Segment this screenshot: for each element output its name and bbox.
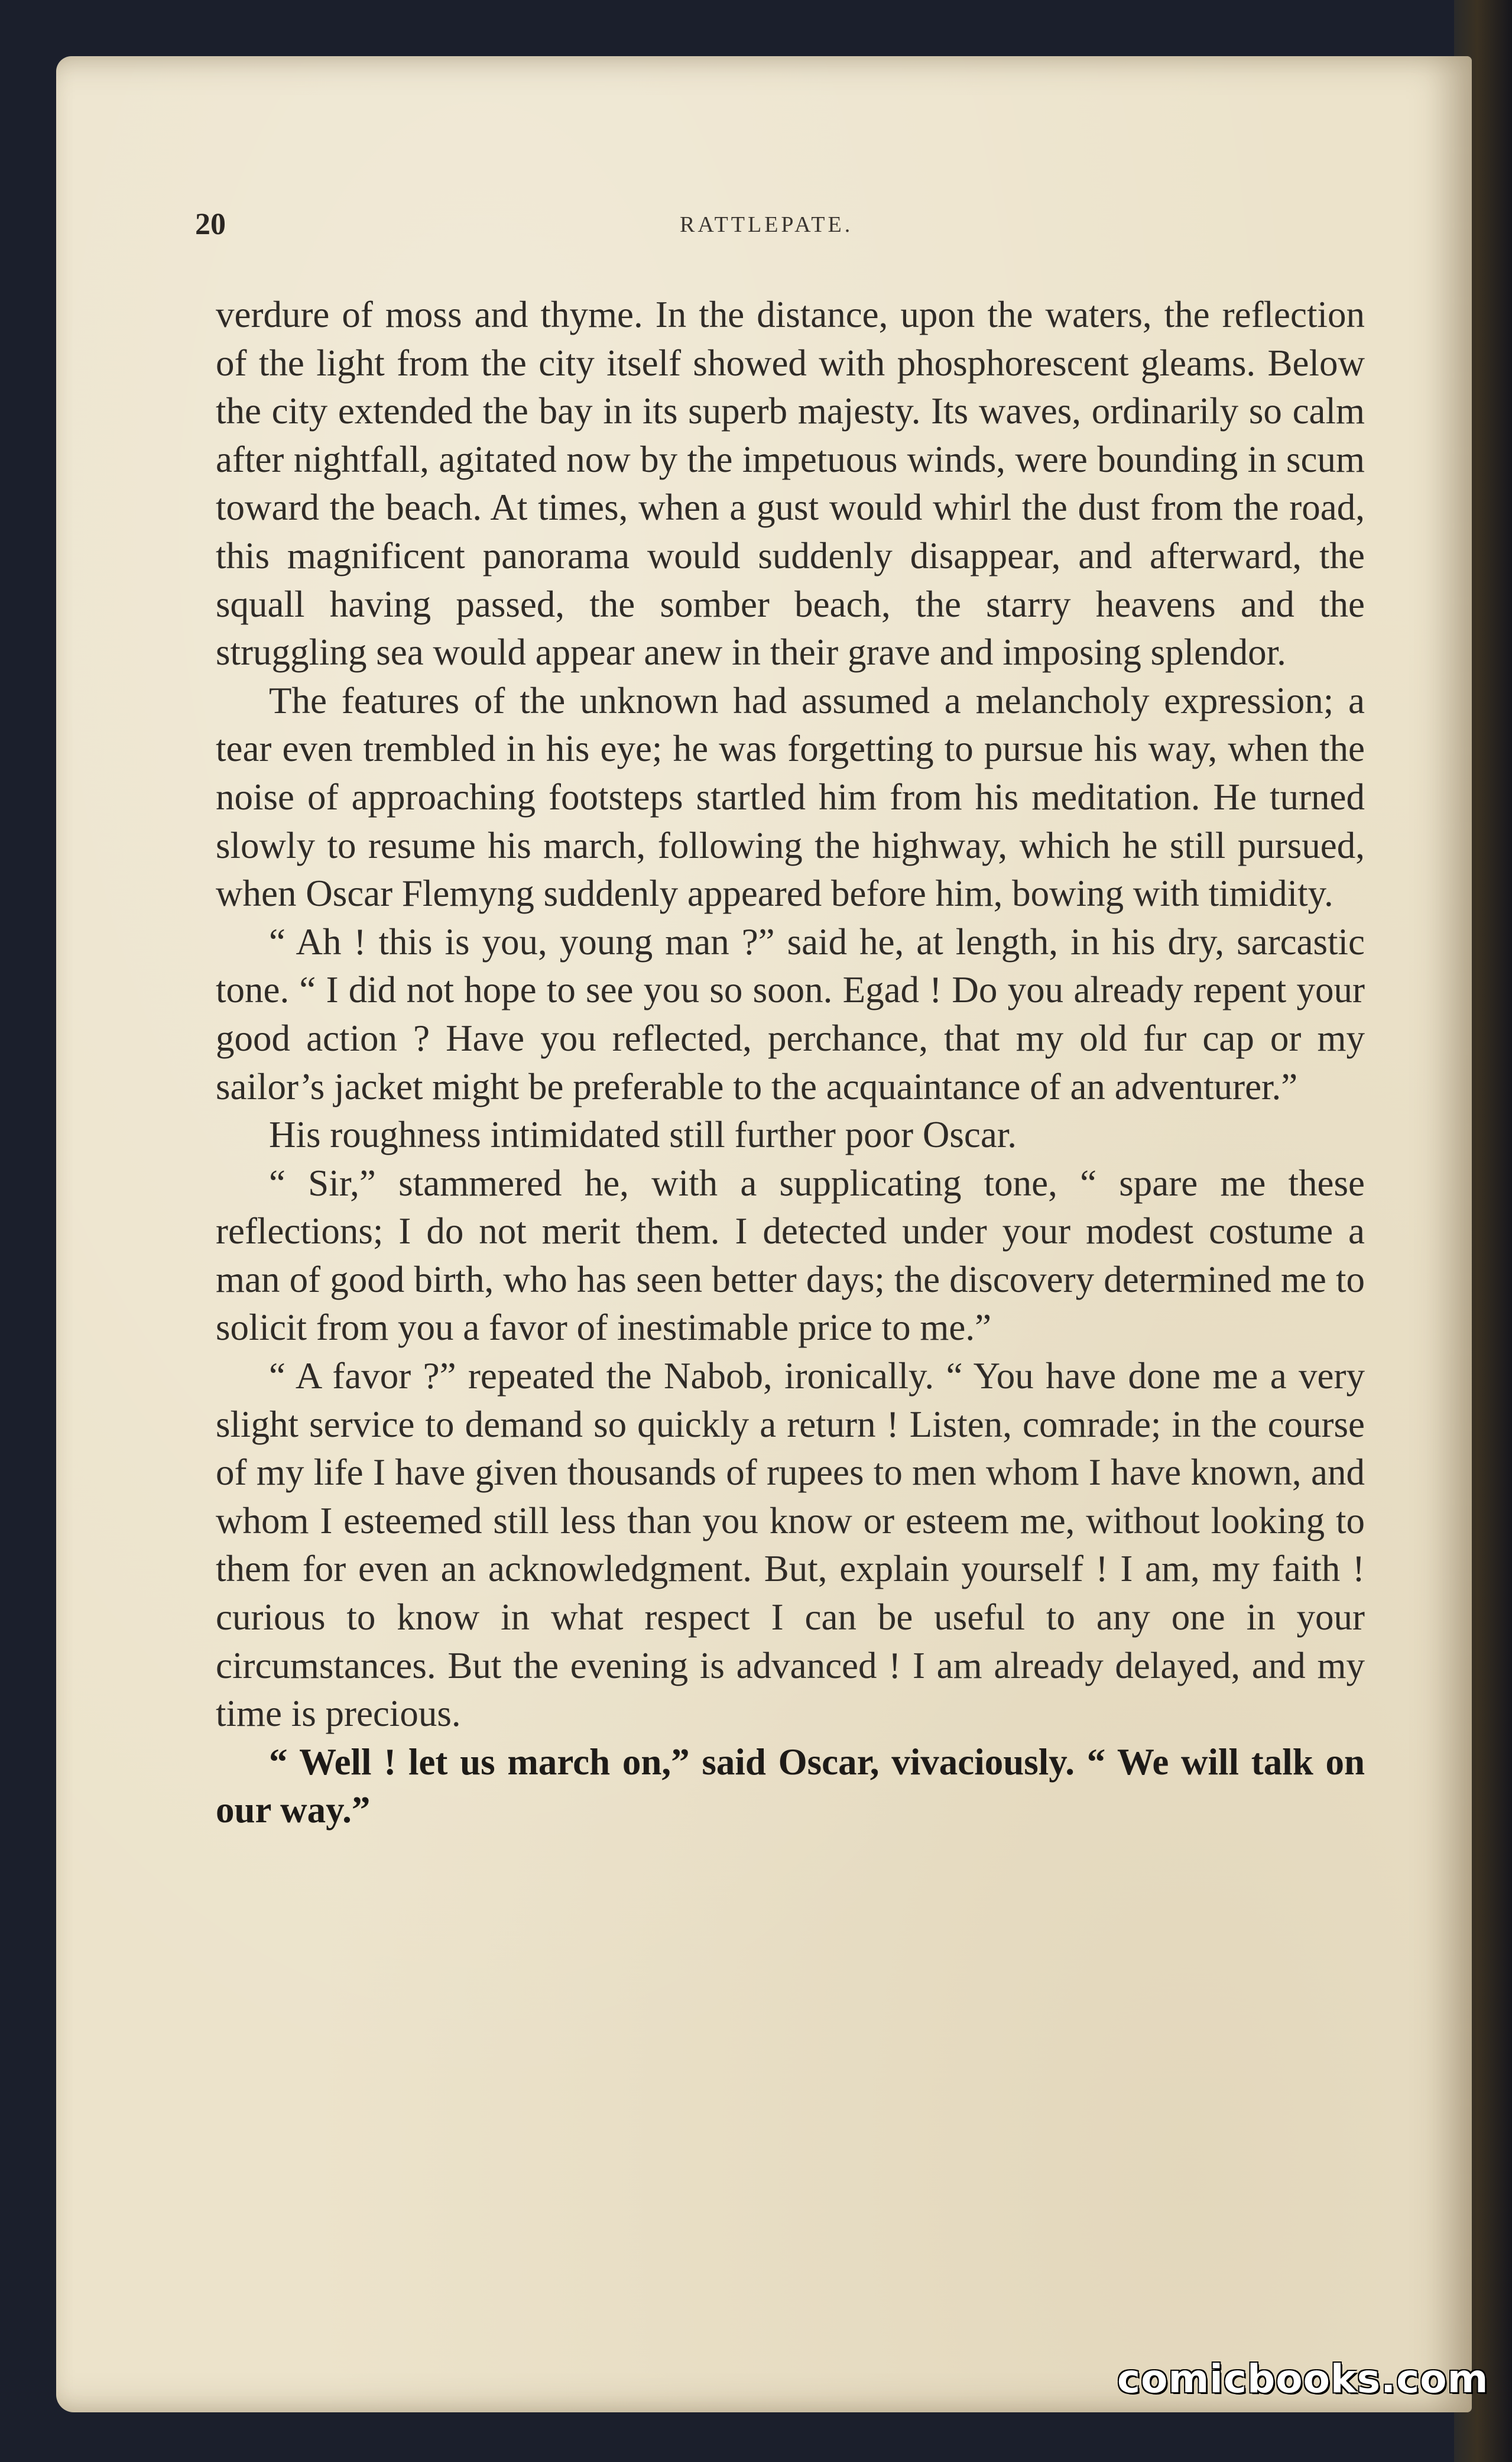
running-head — [195, 207, 1377, 242]
paragraph: His roughness intimidated still further poor Oscar. — [269, 1114, 1017, 1156]
running-title: RATTLEPATE. — [680, 212, 854, 237]
paragraph: “ Ah ! this is you, young man ?” said he, at length, in his dry, sarcastic tone. “ I did not hope to see you so soon. Egad ! Do you already repent your good action ? Have you reflected, perchance, that my old fur cap or my sailor’s jacket might be preferable to the acquaintance of an adventurer.” — [216, 921, 1365, 1107]
body-text — [216, 291, 1365, 1835]
paragraph-final: “ Well ! let us march on,” said Oscar, vivaciously. “ We will talk on our way.” — [216, 1741, 1365, 1831]
paragraph: The features of the unknown had assumed a melancholy expression; a tear even trembled in his eye; he was forgetting to pursue his way, when the noise of approaching footsteps startled him from his meditation. He turned slowly to resume his march, following the highway, which he still pursued, when Oscar Flemyng suddenly appeared before him, bowing with timidity. — [216, 679, 1365, 915]
page-number: 20 — [195, 208, 226, 241]
paragraph: “ Sir,” stammered he, with a supplicating tone, “ spare me these reflections; I do not merit them. I detected under your modest costume a man of good birth, who has seen better days; the discovery determined me to solicit from you a favor of inestimable price to me.” — [216, 1162, 1365, 1349]
paragraph: “ A favor ?” repeated the Nabob, ironically. “ You have done me a very slight service to demand so quickly a return ! Listen, comrade; in the course of my life I have given thousands of rupees to men whom I have known, and whom I esteemed still less than you know or esteem me, without looking to them for even an acknowledgment. But, explain yourself ! I am, my faith ! curious to know in what respect I can be useful to any one in your circumstances. But the evening is advanced ! I am already delayed, and my time is precious. — [216, 1355, 1365, 1735]
paragraph-continued: verdure of moss and thyme. In the distance, upon the waters, the reflection of the light from the city itself showed with phosphorescent gleams. Below the city extended the bay in its superb majesty. Its waves, ordinarily so calm after nightfall, agitated now by the impetuous winds, were bounding in scum toward the beach. At times, when a gust would whirl the dust from the road, this magnificent panorama would suddenly disappear, and afterward, the squall having passed, the somber beach, the starry heavens and the struggling sea would appear anew in their grave and imposing splendor. — [216, 294, 1365, 673]
site-watermark: comicbooks.com — [1117, 2356, 1489, 2402]
